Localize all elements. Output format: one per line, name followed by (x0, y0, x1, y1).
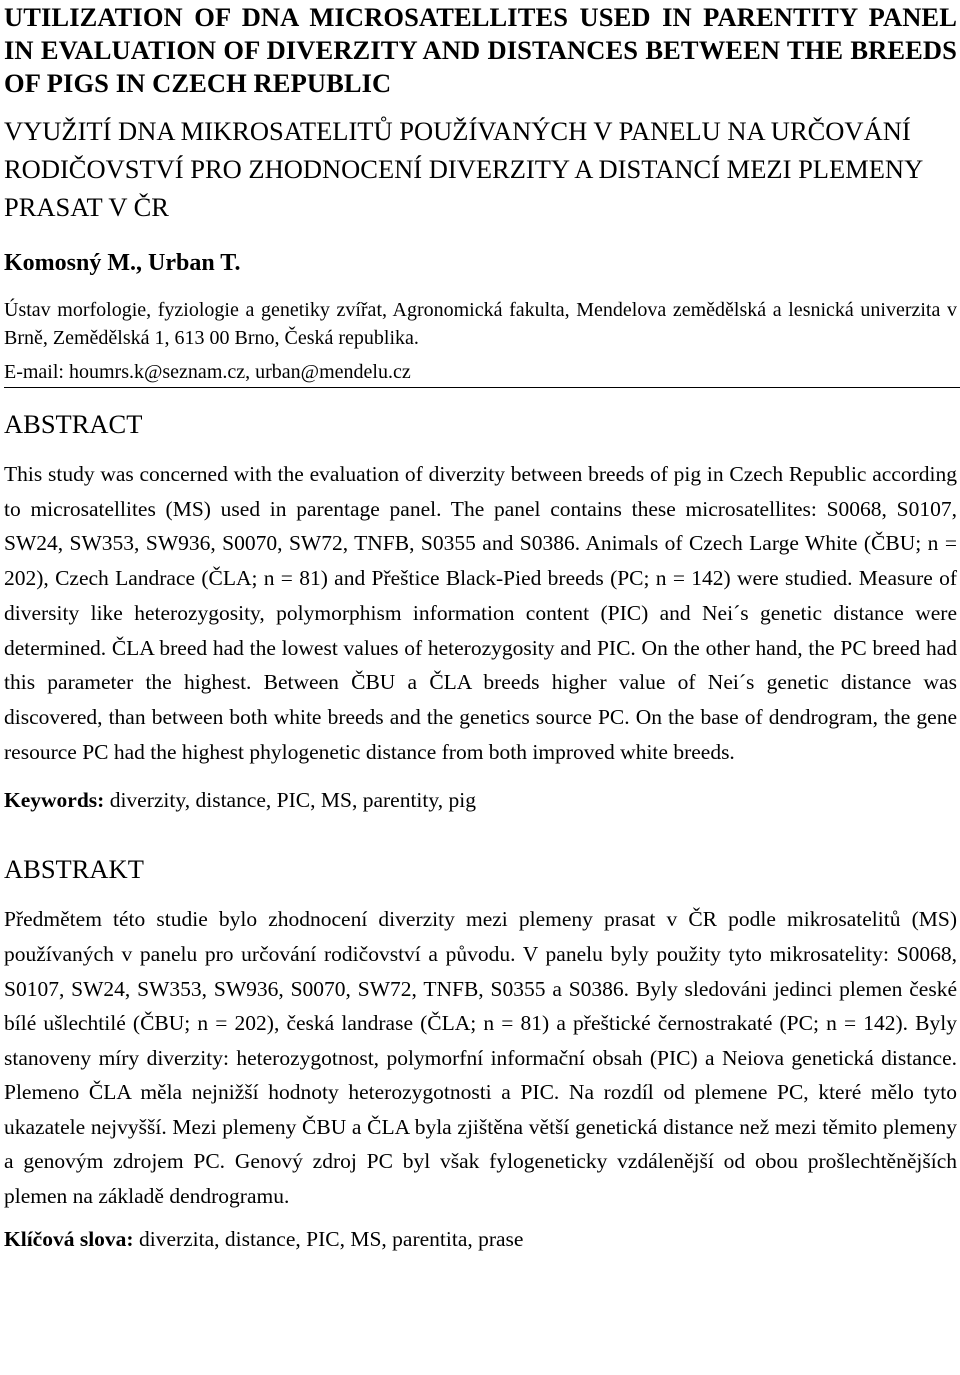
keywords-list: diverzity, distance, PIC, MS, parentity, pig (104, 788, 476, 813)
abstrakt-section (4, 851, 957, 1255)
abstrakt-text: Předmětem této studie bylo zhodnocení diverzity mezi plemeny prasat v ČR podle mikrosatelitů (MS) používaných v panelu pro určování rodičovství a původu. V panelu byly použity tyto mikrosatelity: S0068, S0107, SW24, SW353, SW936, S0070, SW72, TNFB, S0355 a S0386. Byly sledováni jedinci plemen české bílé ušlechtilé (ČBU; n = 202), česká landrase (ČLA; n = 81) a přeštické černostrakaté (PC; n = 142). Byly stanoveny míry diverzity: heterozygotnost, polymorfní informační obsah (PIC) a Neiova genetická distance. Plemeno ČLA měla nejnižší hodnoty heterozygotnosti a PIC. Na rozdíl od plemene PC, které mělo tyto ukazatele nejvyšší. Mezi plemeny ČBU a ČLA byla zjištěna větší genetická distance než mezi těmito plemeny a genovým zdrojem PC. Genový zdroj PC byl však fylogeneticky vzdálenější od obou prošlechtěnějších plemen na základě dendrogramu. (4, 907, 957, 1209)
abstract-section (4, 406, 957, 817)
keywords-line (4, 783, 957, 817)
title-english: UTILIZATION OF DNA MICROSATELLITES USED IN PARENTITY PANEL IN EVALUATION OF DIVERZITY AND DISTANCES BETWEEN THE BREEDS OF PIGS IN CZECH REPUBLIC (4, 2, 957, 98)
email-line: E-mail: houmrs.k@seznam.cz, urban@mendelu.cz (4, 357, 960, 388)
title-czech: VYUŽITÍ DNA MIKROSATELITŮ POUŽÍVANÝCH V PANELU NA URČOVÁNÍ RODIČOVSTVÍ PRO ZHODNOCENÍ DIVERZITY A DISTANCÍ MEZI PLEMENY PRASAT V ČR (4, 116, 923, 222)
keywords-label: Keywords: (4, 788, 105, 813)
klicova-slova-list: diverzita, distance, PIC, MS, parentita, prase (133, 1226, 524, 1251)
abstract-heading: ABSTRACT (4, 409, 143, 439)
abstrakt-heading: ABSTRAKT (4, 854, 144, 885)
klicova-slova-line (4, 1222, 957, 1256)
authors: Komosný M., Urban T. (4, 250, 241, 276)
abstract-text: This study was concerned with the evaluation of diverzity between breeds of pig in Czech Republic according to microsatellites (MS) used in parentage panel. The panel contains these microsatellites: S0068, S0107, SW24, SW353, SW936, S0070, SW72, TNFB, S0355 and S0386. Animals of Czech Large White (ČBU; n = 202), Czech Landrace (ČLA; n = 81) and Přeštice Black-Pied breeds (PC; n = 142) were studied. Measure of diversity like heterozygosity, polymorphism information content (PIC) and Nei´s genetic distance were determined. ČLA breed had the lowest values of heterozygosity and PIC. On the other hand, the PC breed had this parameter the highest. Between ČBU a ČLA breeds higher value of Nei´s genetic distance was discovered, than between both white breeds and the genetics source PC. On the base of dendrogram, the gene resource PC had the highest phylogenetic distance from both improved white breeds. (4, 462, 957, 764)
affiliation: Ústav morfologie, fyziologie a genetiky zvířat, Agronomická fakulta, Mendelova zemědělská a lesnická univerzita v Brně, Zemědělská 1, 613 00 Brno, Česká republika. (4, 299, 957, 349)
klicova-slova-label: Klíčová slova: (4, 1226, 134, 1251)
